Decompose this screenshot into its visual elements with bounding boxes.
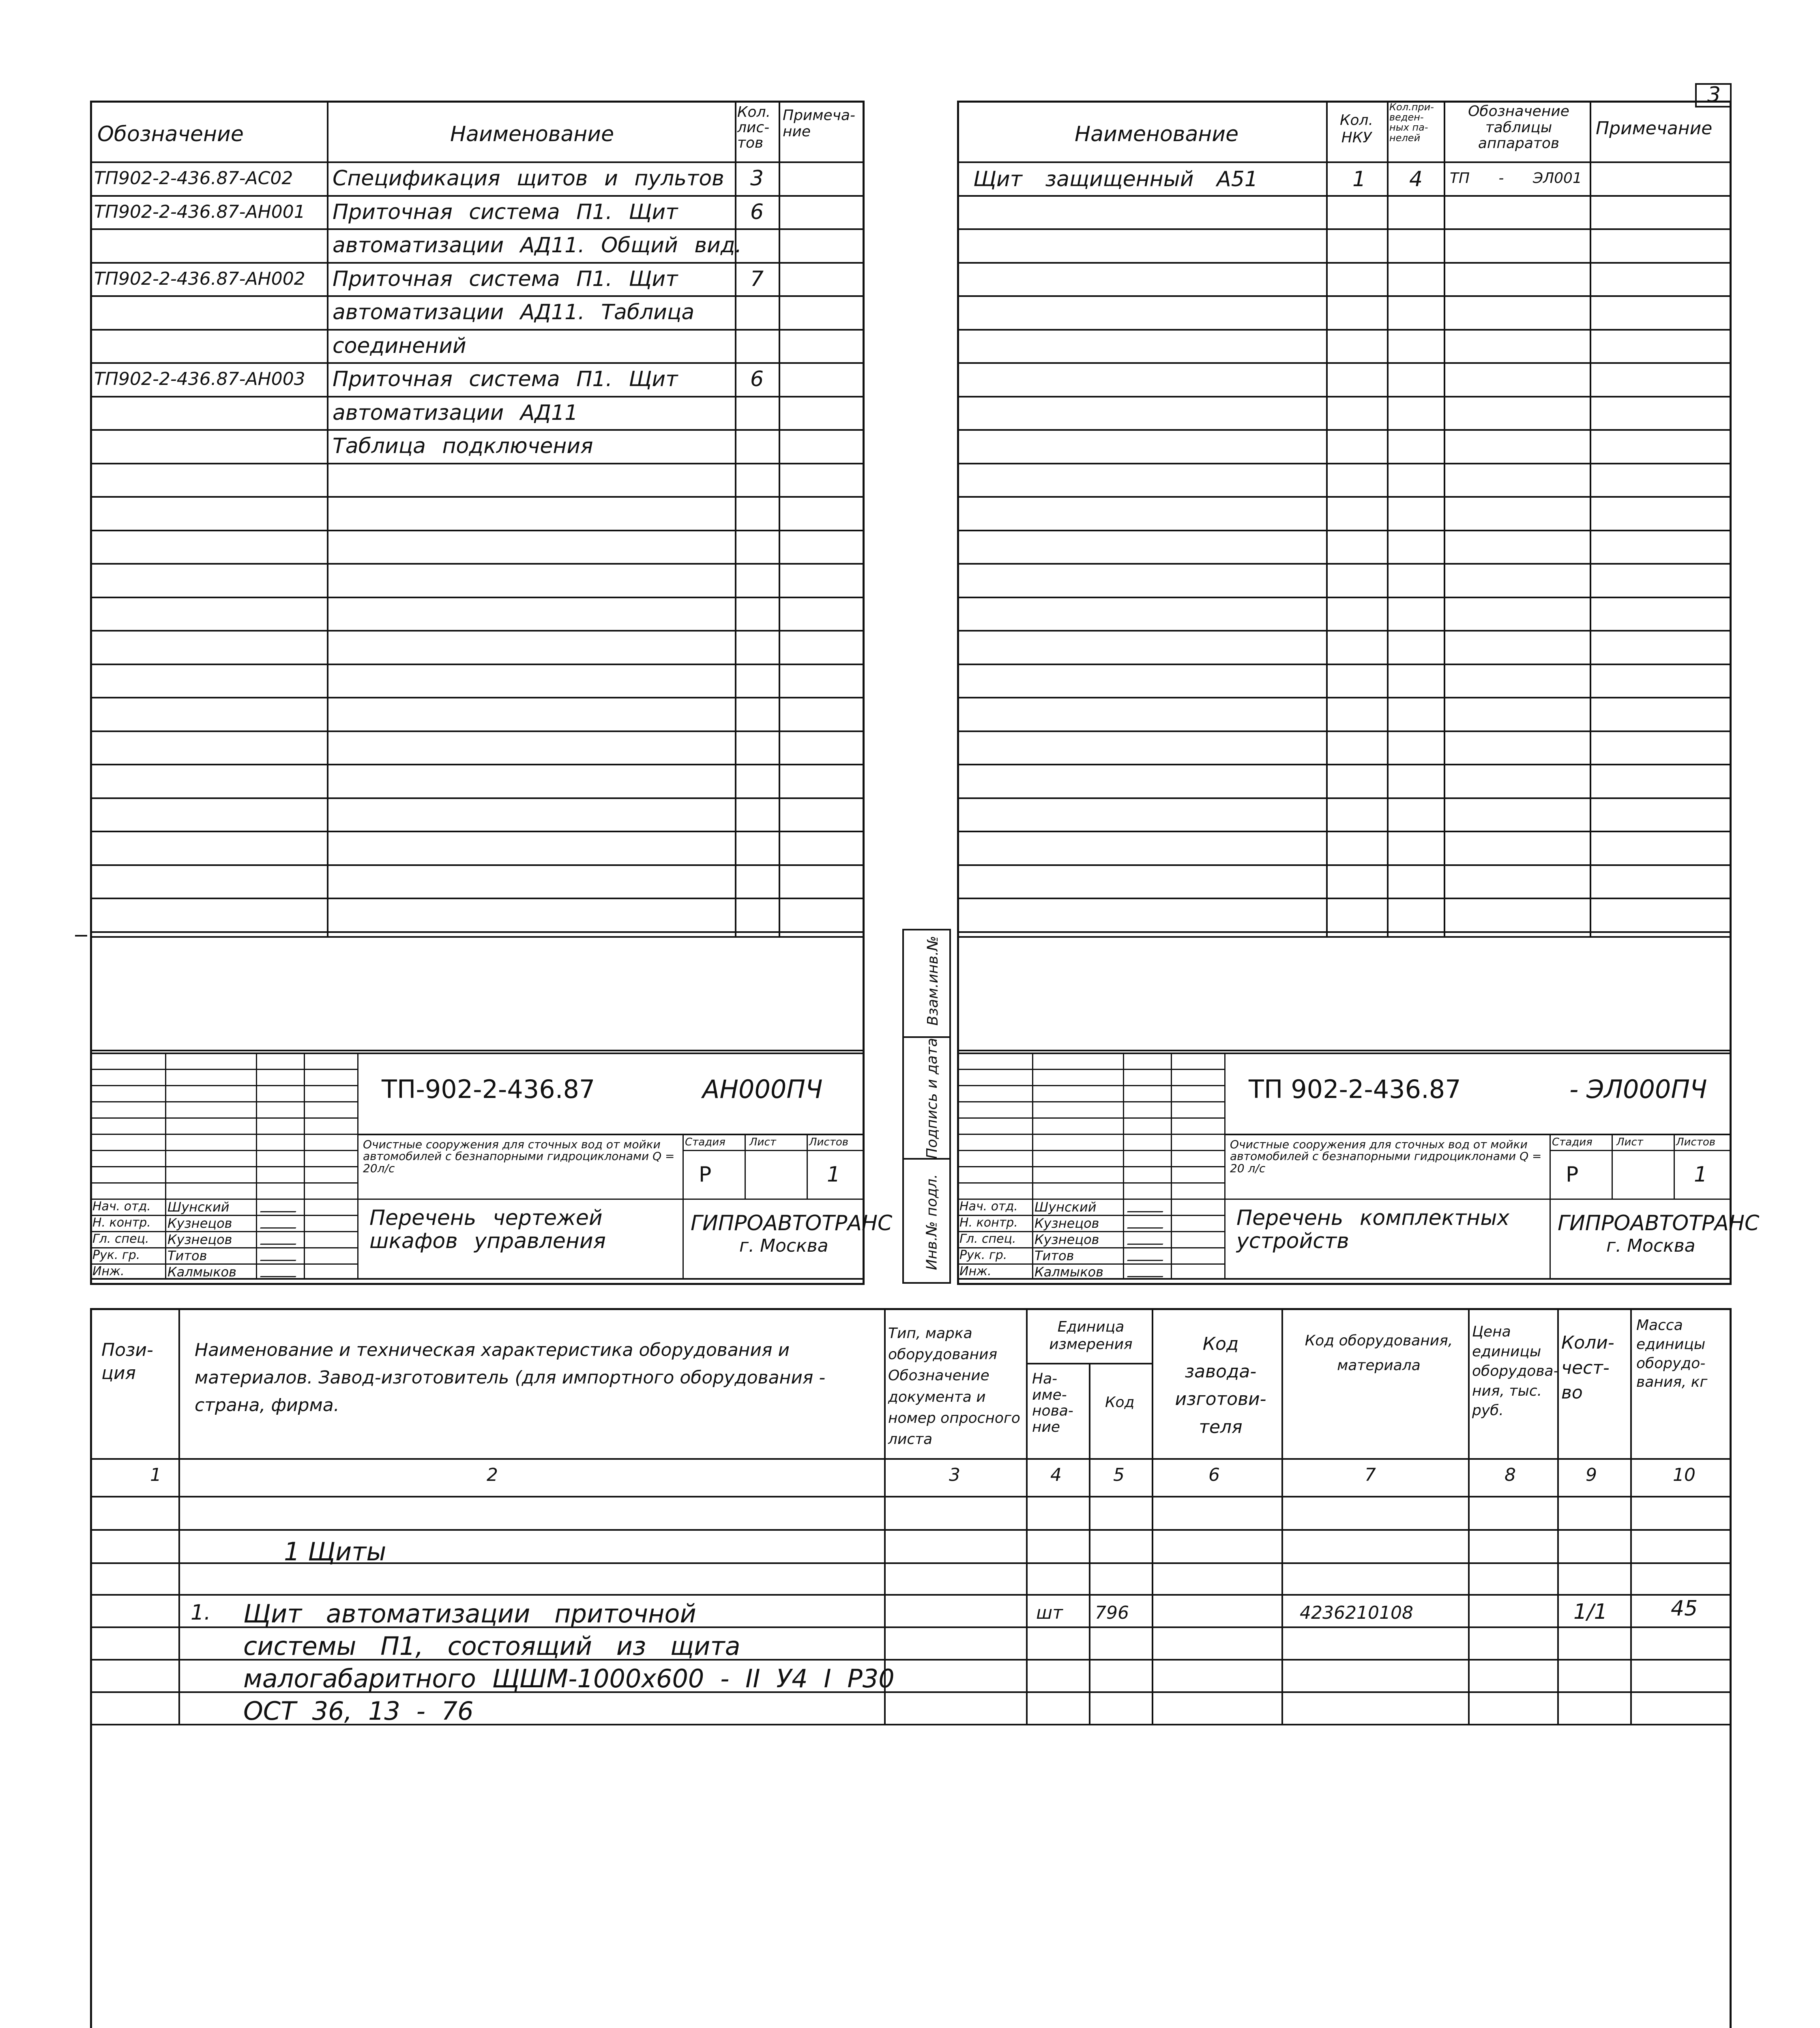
row-sheets: 3: [750, 166, 764, 191]
stamp-person-name: Титов: [1034, 1248, 1074, 1263]
row-line: [957, 730, 1732, 732]
row-line: [90, 563, 865, 565]
stamp-sheet-label: Лист: [749, 1136, 776, 1148]
stamp-role: Рук. гр.: [959, 1248, 1007, 1262]
signature-scribble: [260, 1204, 300, 1212]
row-sheets: 6: [750, 367, 764, 391]
stamp-city: г. Москва: [739, 1235, 828, 1256]
row-line: [90, 396, 865, 397]
stamp-stage: Р: [1566, 1162, 1579, 1187]
stamp-stage-label: Стадия: [1552, 1136, 1592, 1148]
signature-scribble: [260, 1252, 300, 1261]
stamp-grid-line: [1550, 1199, 1732, 1200]
stamp-title: Перечень чертежей шкафов управления: [369, 1206, 606, 1254]
header-sheets: Кол. лис- тов: [737, 104, 771, 151]
stamp-grid-line: [90, 1166, 357, 1167]
stamp-role: Н. контр.: [959, 1216, 1018, 1230]
row-qty: 1: [1352, 167, 1366, 191]
row-line: [957, 396, 1732, 397]
row-line: [957, 831, 1732, 832]
spec-header-mass: Масса единицы оборудо- вания, кг: [1636, 1317, 1708, 1391]
spec-header-factory: Код завода- изготови- теля: [1175, 1334, 1266, 1437]
row-name: автоматизации АД11: [333, 401, 578, 425]
stamp-role: Рук. гр.: [92, 1248, 140, 1262]
spec-item-line-1: Щит автоматизации приточной: [243, 1599, 696, 1628]
row-name: Таблица подключения: [333, 434, 593, 458]
stamp-person-name: Титов: [167, 1248, 207, 1263]
stamp-role: Инж.: [959, 1264, 992, 1278]
stamp-person-name: Кузнецов: [1034, 1232, 1099, 1247]
signature-scribble: [260, 1220, 300, 1229]
spec-item-line-2: системы П1, состоящий из щита: [243, 1631, 740, 1661]
column-number: 10: [1673, 1465, 1696, 1485]
spec-item-line-3: малогабаритного ЩШМ-1000x600 - II У4 I Р30: [243, 1664, 895, 1693]
stamp-sheets: 1: [1694, 1162, 1708, 1187]
tr-header-designation: Обозначение таблицы аппаратов: [1468, 103, 1569, 152]
row-line: [957, 764, 1732, 765]
column-number: 7: [1365, 1465, 1376, 1485]
stamp-role: Инж.: [92, 1264, 124, 1278]
stamp-grid-line: [957, 1134, 1224, 1135]
signature-scribble: [1127, 1252, 1167, 1261]
stamp-grid-line: [1224, 1199, 1550, 1200]
row-line: [90, 195, 865, 197]
header-name: Наименование: [450, 122, 614, 146]
stamp-grid-line: [745, 1134, 746, 1199]
column-number: 8: [1505, 1465, 1516, 1485]
row-incoming: 4: [1409, 167, 1423, 191]
stamp-grid-line: [90, 1117, 357, 1119]
tr-header-incoming: Кол.при- веден- ных па- нелей: [1389, 101, 1434, 144]
stamp-code: ТП 902-2-436.87: [1249, 1074, 1461, 1104]
row-line: [90, 864, 865, 866]
row-line: [957, 931, 1732, 933]
side-replaces: Взам.инв.№: [924, 936, 941, 1026]
spec-item-pos: 1.: [191, 1600, 211, 1625]
row-line: [90, 764, 865, 765]
stamp-stage-label: Стадия: [685, 1136, 725, 1148]
row-sheets: 6: [750, 200, 764, 224]
spec-header-type: Тип, марка оборудования Обозначение документа и номер опросного листа: [888, 1325, 1020, 1448]
header-designation: Обозначение: [97, 122, 244, 146]
row-name: Приточная система П1. Щит: [333, 200, 678, 224]
stamp-grid-line: [1032, 1053, 1033, 1280]
stamp-person-name: Шунский: [1034, 1199, 1097, 1215]
spec-section-title: 1 Щиты: [284, 1537, 386, 1566]
row-sheets: 7: [750, 267, 764, 291]
stamp-grid-line: [957, 1117, 1224, 1119]
tr-header-note: Примечание: [1596, 118, 1713, 139]
column-number: 4: [1050, 1465, 1062, 1485]
stamp-grid-line: [256, 1053, 257, 1280]
row-line: [90, 664, 865, 665]
row-line: [957, 898, 1732, 899]
stamp-object: Очистные сооружения для сточных вод от мойки автомобилей с безнапорными гидроциклонами Q = 20 л/с: [1230, 1138, 1542, 1175]
signature-scribble: [1127, 1204, 1167, 1212]
column-number: 2: [487, 1465, 498, 1485]
stamp-grid-line: [90, 1085, 357, 1086]
stamp-grid-line: [957, 1101, 1224, 1102]
row-name: автоматизации АД11. Общий вид.: [333, 233, 742, 258]
row-line: [957, 797, 1732, 799]
stamp-mark: АН000ПЧ: [702, 1074, 823, 1104]
stamp-grid-line: [1550, 1134, 1551, 1280]
tr-header-name: Наименование: [1075, 122, 1239, 146]
column-number: 3: [949, 1465, 960, 1485]
row-designation: ТП902-2-436.87-АС02: [94, 168, 293, 189]
stamp-grid-line: [1224, 1053, 1225, 1280]
stamp-person-name: Шунский: [167, 1199, 230, 1215]
row-name: соединений: [333, 334, 466, 358]
stamp-grid-line: [957, 1069, 1224, 1070]
stamp-grid-line: [682, 1150, 865, 1151]
spec-header-pos: Пози- ция: [101, 1340, 153, 1384]
row-line: [90, 797, 865, 799]
row-designation: ТП902-2-436.87-АН003: [94, 369, 305, 389]
row-line: [90, 898, 865, 899]
stamp-grid-line: [165, 1053, 166, 1280]
tr-header-qty: Кол. НКУ: [1339, 112, 1374, 146]
stamp-grid-line: [90, 1182, 357, 1184]
row-line: [957, 228, 1732, 230]
column-number: 6: [1208, 1465, 1220, 1485]
stamp-sheets-label: Листов: [1676, 1136, 1716, 1148]
stamp-stage: Р: [699, 1162, 712, 1187]
spec-item-code: 4236210108: [1300, 1603, 1413, 1623]
stamp-role: Нач. отд.: [959, 1199, 1018, 1214]
row-line: [90, 530, 865, 531]
stamp-sheets-label: Листов: [809, 1136, 849, 1148]
row-designation: ТП902-2-436.87-АН001: [94, 202, 305, 222]
stamp-sheets: 1: [827, 1162, 841, 1187]
spec-header-code: Код оборудования, материала: [1305, 1332, 1453, 1374]
stamp-person-name: Калмыков: [167, 1264, 236, 1280]
stamp-grid-line: [357, 1134, 865, 1135]
column-number: 9: [1586, 1465, 1597, 1485]
stamp-object: Очистные сооружения для сточных вод от мойки автомобилей с безнапорными гидроциклонами Q = 20л/с: [363, 1138, 675, 1175]
stamp-grid-line: [1224, 1134, 1732, 1135]
stamp-role: Гл. спец.: [959, 1232, 1016, 1246]
spec-item-unit-name: шт: [1036, 1603, 1063, 1623]
row-name: Приточная система П1. Щит: [333, 367, 678, 391]
row-line: [90, 329, 865, 331]
row-line: [90, 730, 865, 732]
stamp-city: г. Москва: [1606, 1235, 1696, 1256]
stamp-role: Гл. спец.: [92, 1232, 149, 1246]
spec-item-qty: 1/1: [1573, 1600, 1608, 1624]
row-name: Спецификация щитов и пультов: [333, 166, 724, 191]
stamp-grid-line: [90, 1134, 357, 1135]
signature-scribble: [1127, 1220, 1167, 1229]
stamp-grid-line: [957, 1182, 1224, 1184]
signature-scribble: [1127, 1236, 1167, 1245]
row-name: автоматизации АД11. Таблица: [333, 300, 695, 324]
stamp-person-name: Кузнецов: [167, 1216, 232, 1231]
row-line: [90, 228, 865, 230]
row-designation: ТП - ЭЛ001: [1450, 170, 1582, 187]
row-line: [90, 496, 865, 498]
row-line: [90, 931, 865, 933]
row-name: Приточная система П1. Щит: [333, 267, 678, 291]
stamp-grid-line: [1674, 1134, 1675, 1199]
spec-header-price: Цена единицы оборудова- ния, тыс. руб.: [1472, 1323, 1559, 1419]
row-line: [957, 496, 1732, 498]
row-line: [957, 597, 1732, 598]
row-designation: ТП902-2-436.87-АН002: [94, 269, 305, 289]
row-line: [90, 262, 865, 264]
stamp-grid-line: [90, 1150, 357, 1151]
row-line: [90, 597, 865, 598]
row-line: [957, 262, 1732, 264]
column-number: 1: [150, 1465, 161, 1485]
row-line: [957, 429, 1732, 431]
stamp-person-name: Калмыков: [1034, 1264, 1103, 1280]
stamp-org: ГИПРОАВТОТРАНС: [1558, 1211, 1760, 1235]
header-note: Примеча- ние: [783, 107, 855, 140]
row-line: [957, 329, 1732, 331]
stamp-grid-line: [957, 1085, 1224, 1086]
row-line: [90, 429, 865, 431]
row-line: [957, 630, 1732, 632]
stamp-org: ГИПРОАВТОТРАНС: [691, 1211, 893, 1235]
row-line: [957, 697, 1732, 698]
stamp-code: ТП-902-2-436.87: [382, 1074, 595, 1104]
spec-header-unit-name: На- име- нова- ние: [1032, 1371, 1073, 1435]
row-line: [90, 697, 865, 698]
stamp-role: Н. контр.: [92, 1216, 151, 1230]
signature-scribble: [260, 1269, 300, 1277]
row-line: [90, 463, 865, 464]
spec-header-qty: Коли- чест- во: [1561, 1332, 1614, 1403]
row-line: [957, 195, 1732, 197]
stamp-person-name: Кузнецов: [167, 1232, 232, 1247]
spec-header-unit: Единица измерения: [1049, 1319, 1133, 1353]
margin-tick: [75, 935, 87, 937]
stamp-grid-line: [90, 1101, 357, 1102]
stamp-role: Нач. отд.: [92, 1199, 151, 1214]
stamp-sheet-label: Лист: [1616, 1136, 1643, 1148]
row-line: [957, 563, 1732, 565]
stamp-grid-line: [90, 1069, 357, 1070]
stamp-grid-line: [957, 1166, 1224, 1167]
stamp-grid-line: [682, 1134, 684, 1280]
row-line: [957, 295, 1732, 297]
spec-item-line-4: ОСТ 36, 13 - 76: [243, 1696, 474, 1726]
side-original-inv: Инв.№ подл.: [923, 1174, 940, 1270]
stamp-grid-line: [304, 1053, 305, 1280]
stamp-title: Перечень комплектных устройств: [1236, 1206, 1510, 1254]
stamp-person-name: Кузнецов: [1034, 1216, 1099, 1231]
stamp-grid-line: [682, 1199, 865, 1200]
side-signature-date: Подпись и дата: [924, 1038, 941, 1159]
row-line: [957, 463, 1732, 464]
row-line: [90, 831, 865, 832]
spec-item-mass: 45: [1671, 1596, 1698, 1621]
row-line: [90, 362, 865, 364]
signature-scribble: [1127, 1269, 1167, 1277]
column-number: 5: [1113, 1465, 1125, 1485]
signature-scribble: [260, 1236, 300, 1245]
stamp-grid-line: [1550, 1150, 1732, 1151]
stamp-grid-line: [357, 1199, 682, 1200]
row-line: [90, 630, 865, 632]
row-line: [90, 295, 865, 297]
stamp-grid-line: [1123, 1053, 1124, 1280]
stamp-grid-line: [957, 1150, 1224, 1151]
spec-header-unit-code: Код: [1105, 1394, 1135, 1411]
spec-item-unit-code: 796: [1095, 1603, 1129, 1623]
stamp-grid-line: [807, 1134, 808, 1199]
stamp-grid-line: [1612, 1134, 1613, 1199]
row-line: [957, 664, 1732, 665]
stamp-grid-line: [1171, 1053, 1172, 1280]
sheet-number: 3: [1707, 83, 1721, 107]
row-line: [957, 864, 1732, 866]
stamp-grid-line: [357, 1053, 358, 1280]
row-name: Щит защищенный А51: [973, 167, 1258, 191]
row-line: [957, 530, 1732, 531]
stamp-mark: - ЭЛ000ПЧ: [1569, 1074, 1707, 1104]
spec-header-name: Наименование и техническая характеристика оборудования и материалов. Завод-изготовитель (для импортного оборудования - страна, фирма.: [195, 1340, 826, 1416]
row-line: [957, 362, 1732, 364]
